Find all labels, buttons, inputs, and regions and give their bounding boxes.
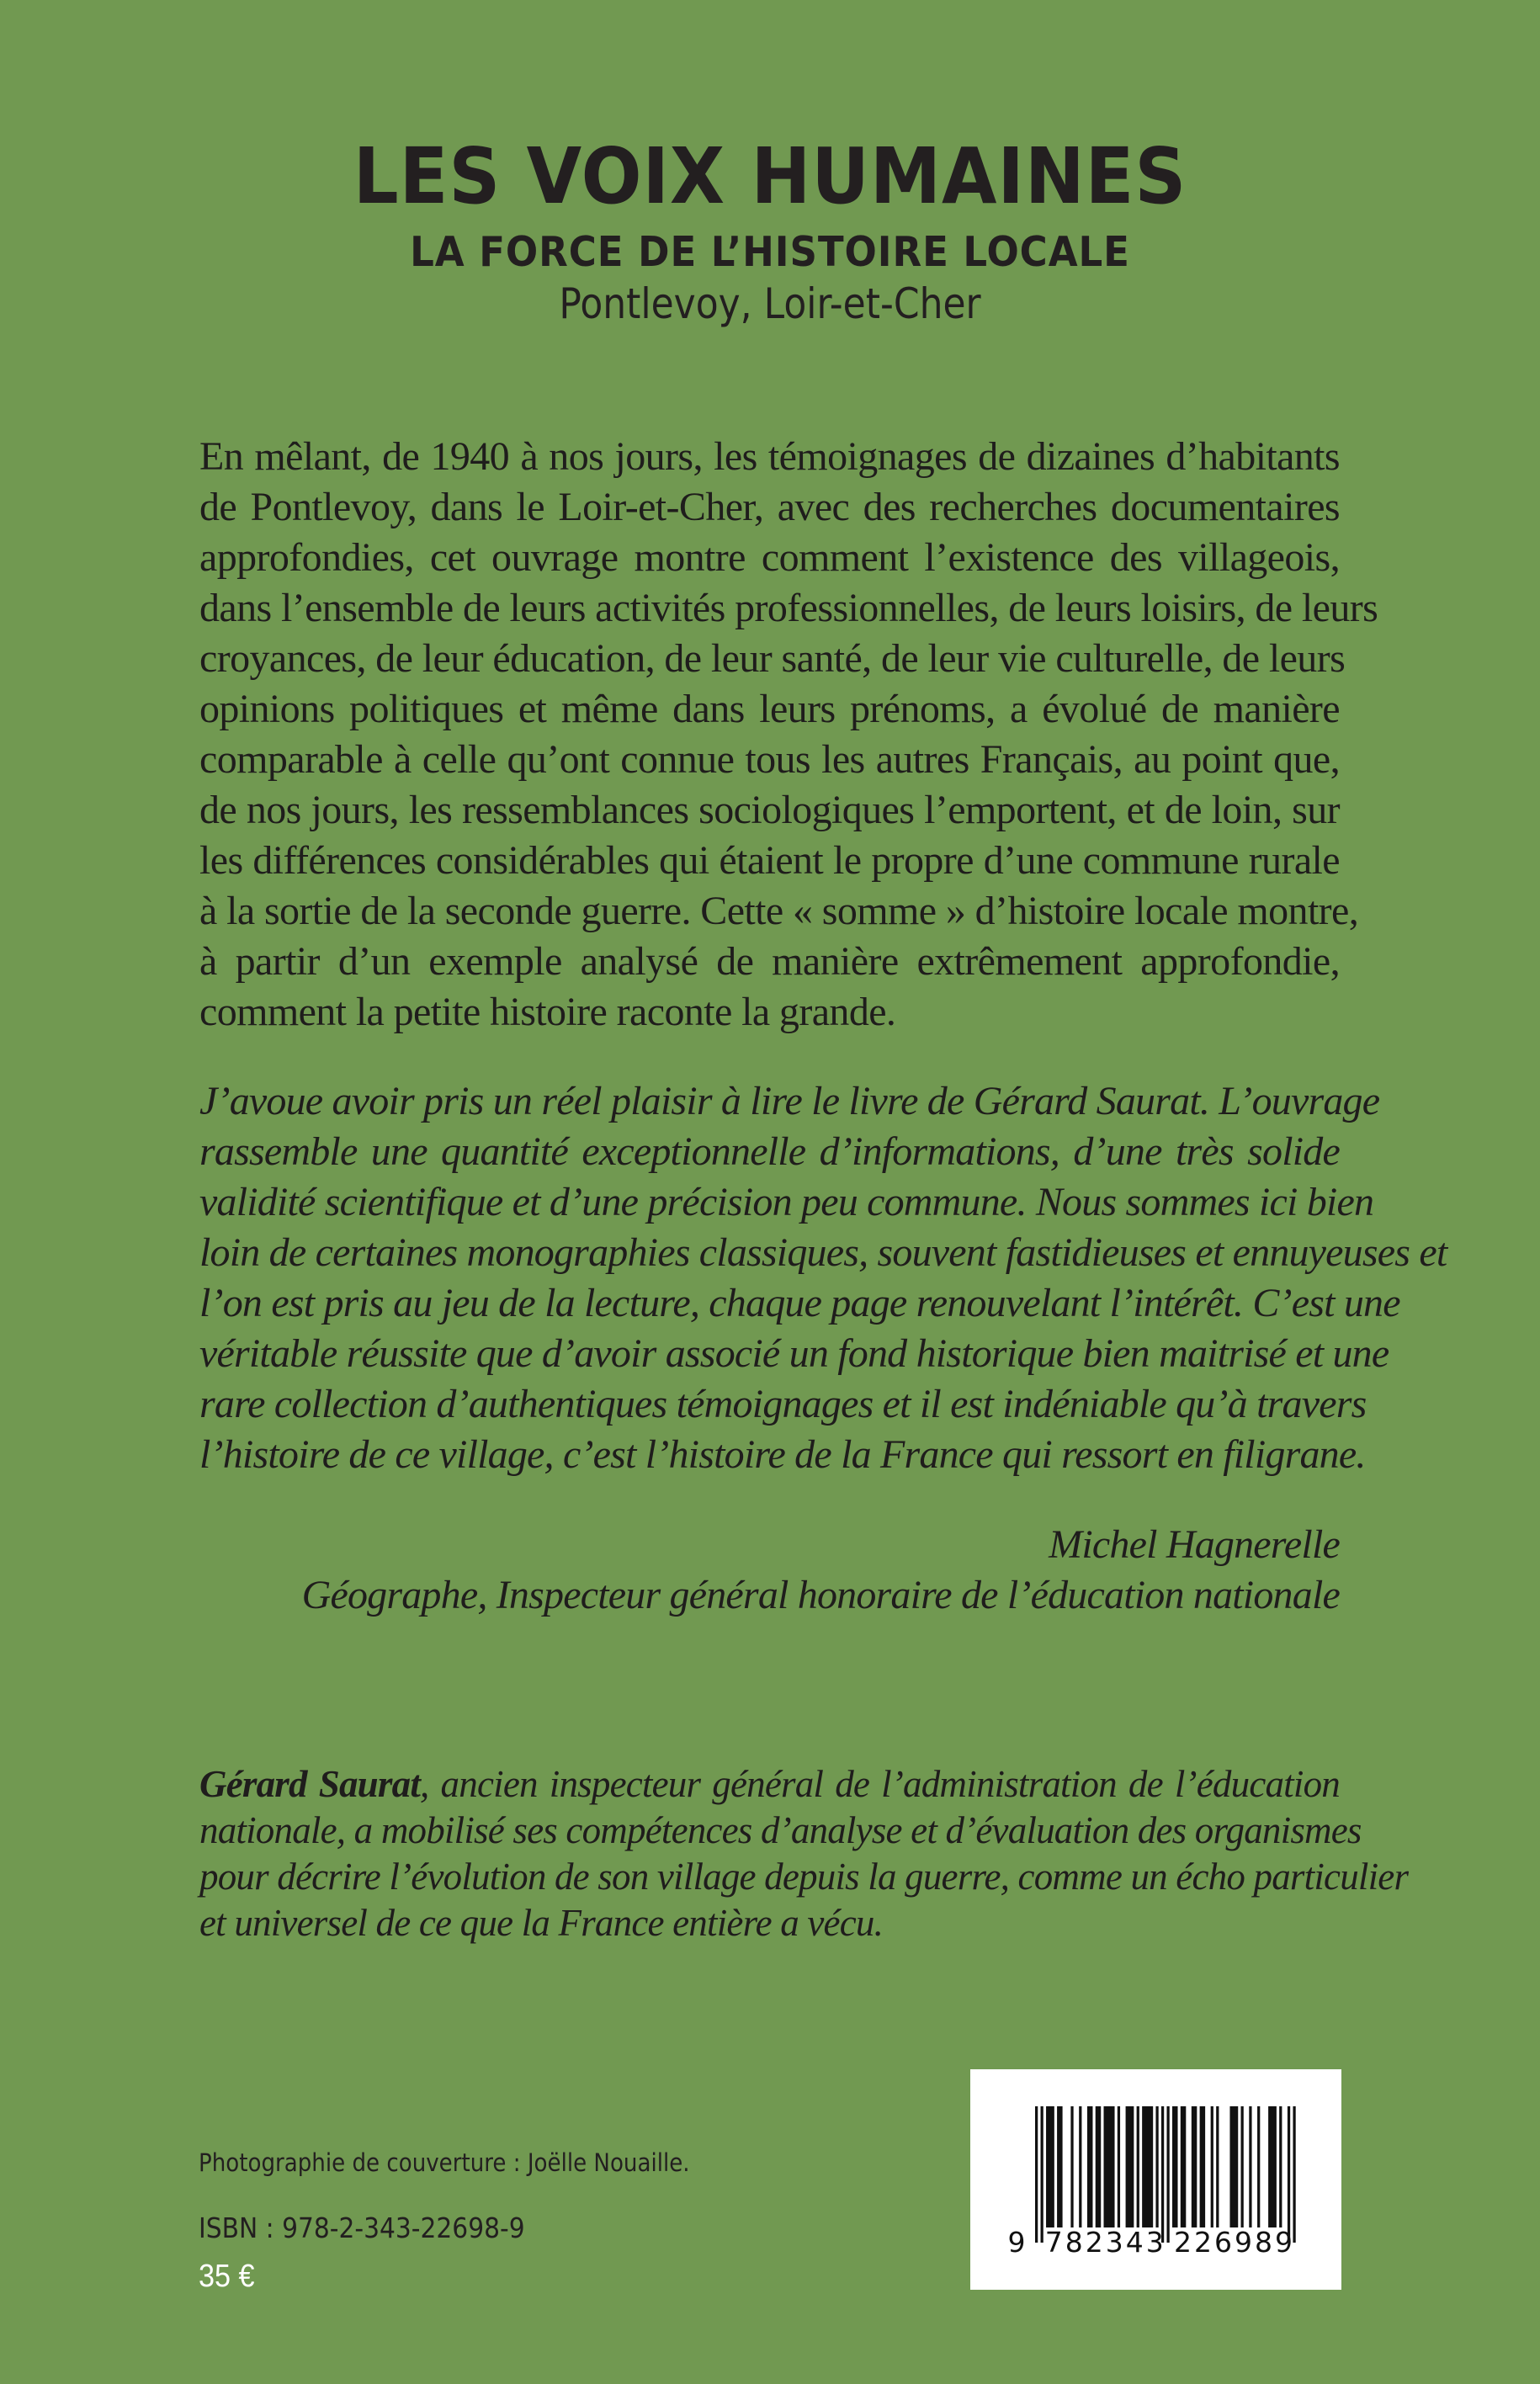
barcode-bar [1200, 2106, 1206, 2227]
summary-line: comparable à celle qu’ont connue tous les autres Français, au point que, [199, 737, 1340, 782]
review-line: validité scientifique et d’une précision peu commune. Nous sommes ici bien [199, 1180, 1374, 1224]
summary-line: de nos jours, les ressemblances sociologiques l’emportent, et de loin, sur [199, 788, 1340, 832]
barcode-bar [1249, 2106, 1251, 2227]
summary-line: approfondies, cet ouvrage montre comment l’existence des villageois, [199, 535, 1340, 580]
review-line: rassemble une quantité exceptionnelle d’informations, d’une très solide [199, 1129, 1340, 1174]
book-title: LES VOIX HUMAINES [353, 131, 1187, 221]
barcode-bar [1268, 2106, 1277, 2227]
review-line: l’on est pris au jeu de la lecture, chaque page renouvelant l’intérêt. C’est une [199, 1281, 1400, 1325]
barcode-bar [1155, 2106, 1158, 2227]
review-line: J’avoue avoir pris un réel plaisir à lire le livre de Gérard Saurat. L’ouvrage [199, 1079, 1380, 1123]
reviewer-role: Géographe, Inspecteur général honoraire de l’éducation nationale [301, 1573, 1340, 1617]
bio-line: pour décrire l’évolution de son village depuis la guerre, comme un écho particulier [199, 1856, 1409, 1898]
summary-line: comment la petite histoire raconte la grande. [199, 990, 896, 1034]
review-line: l’histoire de ce village, c’est l’histoire de la France qui ressort en filigrane. [199, 1432, 1366, 1477]
bio-line [199, 1761, 1340, 1808]
barcode-guard-bar [1288, 2106, 1290, 2243]
barcode-bar [1211, 2106, 1213, 2227]
summary-line: les différences considérables qui étaient le propre d’une commune rurale [199, 838, 1340, 883]
price: 35 € [199, 2259, 255, 2294]
barcode-digits: 9 [1007, 2226, 1026, 2259]
summary-line: opinions politiques et même dans leurs prénoms, a évolué de manière [199, 687, 1340, 731]
bio-line-rest: , ancien inspecteur général de l’administration de l’éducation [420, 1763, 1340, 1805]
barcode-guard-bar [1166, 2106, 1169, 2243]
summary-line: En mêlant, de 1940 à nos jours, les témoignages de dizaines d’habitants [199, 434, 1340, 479]
book-location: Pontlevoy, Loir-et-Cher [559, 279, 981, 328]
author-name: Gérard Saurat [199, 1763, 421, 1805]
barcode-digits: 782343 [1044, 2226, 1166, 2259]
review-line: véritable réussite que d’avoir associé un fond historique bien maitrisé et une [199, 1331, 1389, 1376]
summary-line: dans l’ensemble de leurs activités professionnelles, de leurs loisirs, de leurs [199, 586, 1378, 630]
isbn: ISBN : 978-2-343-22698-9 [199, 2211, 525, 2244]
photo-credit: Photographie de couverture : Joëlle Nouaille. [199, 2148, 690, 2177]
barcode-bar [1181, 2106, 1187, 2227]
barcode-bar [1079, 2106, 1081, 2227]
barcode [970, 2069, 1341, 2290]
barcode-bar [1126, 2106, 1134, 2227]
barcode-guard-bar [1293, 2106, 1295, 2243]
reviewer-name: Michel Hagnerelle [1049, 1522, 1340, 1567]
barcode-bar [1057, 2106, 1063, 2227]
book-subtitle: LA FORCE DE L’HISTOIRE LOCALE [410, 228, 1130, 276]
barcode-bar [1118, 2106, 1120, 2227]
barcode-bar [1087, 2106, 1093, 2227]
review-line: rare collection d’authentiques témoignages et il est indéniable qu’à travers [199, 1382, 1367, 1426]
barcode-bar [1229, 2106, 1238, 2227]
barcode-bar [1216, 2106, 1219, 2227]
barcode-guard-bar [1161, 2106, 1164, 2243]
review-line: loin de certaines monographies classiques, souvent fastidieuses et ennuyeuses et [199, 1230, 1447, 1275]
summary-line: à la sortie de la seconde guerre. Cette « somme » d’histoire locale montre, [199, 889, 1359, 933]
barcode-bar [1241, 2106, 1244, 2227]
barcode-bars [970, 2069, 1341, 2290]
summary-line: à partir d’un exemple analysé de manière extrêmement approfondie, [199, 939, 1340, 984]
summary-line: croyances, de leur éducation, de leur santé, de leur vie culturelle, de leurs [199, 636, 1346, 681]
barcode-bar [1192, 2106, 1197, 2227]
bio-line: nationale, a mobilisé ses compétences d’analyse et d’évaluation des organismes [199, 1809, 1362, 1851]
barcode-guard-bar [1041, 2106, 1043, 2243]
barcode-digits: 226989 [1174, 2226, 1295, 2259]
barcode-bar [1046, 2106, 1054, 2227]
barcode-bar [1142, 2106, 1153, 2227]
barcode-bar [1104, 2106, 1115, 2227]
barcode-bar [1172, 2106, 1178, 2227]
barcode-bar [1096, 2106, 1102, 2227]
barcode-bar [1070, 2106, 1073, 2227]
barcode-bar [1137, 2106, 1139, 2227]
bio-line: et universel de ce que la France entière a vécu. [199, 1902, 884, 1944]
barcode-bar [1257, 2106, 1260, 2227]
summary-line: de Pontlevoy, dans le Loir-et-Cher, avec des recherches documentaires [199, 485, 1340, 529]
barcode-bar [1279, 2106, 1282, 2227]
barcode-guard-bar [1035, 2106, 1038, 2243]
